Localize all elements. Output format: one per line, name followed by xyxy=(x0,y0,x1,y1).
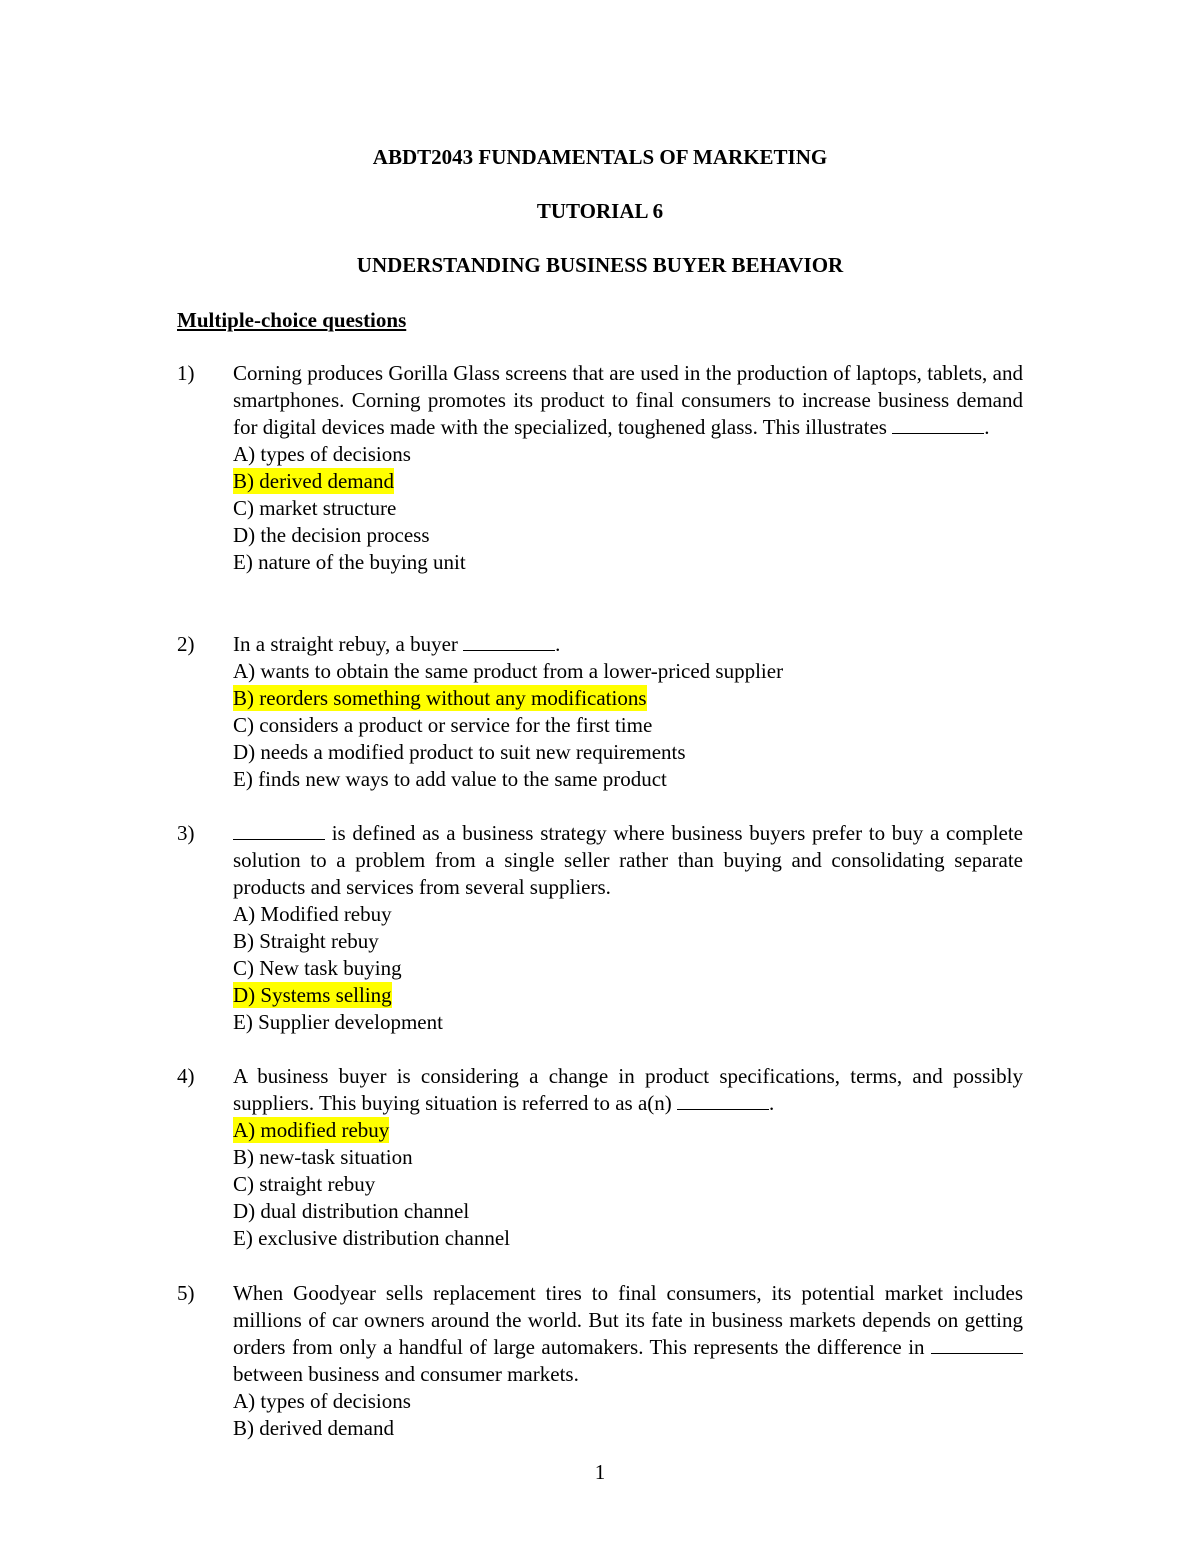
question-stem xyxy=(233,360,1023,441)
question-body xyxy=(233,1280,1023,1442)
option-a: A) types of decisions xyxy=(233,442,411,466)
stem-text: In a straight rebuy, a buyer xyxy=(233,632,464,656)
option-e: E) exclusive distribution channel xyxy=(233,1226,511,1250)
option-e: E) Supplier development xyxy=(233,1010,443,1034)
tutorial-title: TUTORIAL 6 xyxy=(536,199,664,223)
question-stem xyxy=(233,820,1023,901)
page-number: 1 xyxy=(594,1460,606,1484)
option-b: B) new-task situation xyxy=(233,1145,413,1169)
answer-blank xyxy=(931,1334,1023,1354)
question-stem xyxy=(233,1280,1023,1388)
stem-text-end: is defined as a business strategy where business buyers prefer to buy a complete solution to a problem from a single seller rather than buying and consolidating separate products and services from several suppliers. xyxy=(233,821,1023,899)
option-d: D) dual distribution channel xyxy=(233,1199,470,1223)
option-d: D) needs a modified product to suit new requirements xyxy=(233,740,686,764)
stem-text-end: . xyxy=(555,632,561,656)
topic-title: UNDERSTANDING BUSINESS BUYER BEHAVIOR xyxy=(356,253,844,277)
option-a: A) types of decisions xyxy=(233,1389,411,1413)
option-c: C) considers a product or service for the first time xyxy=(233,713,653,737)
answer-blank xyxy=(463,631,555,651)
stem-text: Corning produces Gorilla Glass screens that are used in the production of laptops, tablets, and smartphones. Corning promotes its product to final consumers to increase business demand for digital devices made with the specialized, toughened glass. This illustrates xyxy=(233,361,1023,439)
option-a: A) Modified rebuy xyxy=(233,902,392,926)
option-c: C) straight rebuy xyxy=(233,1172,376,1196)
option-c: C) New task buying xyxy=(233,956,402,980)
stem-text-end: between business and consumer markets. xyxy=(233,1362,579,1386)
question-body xyxy=(233,360,1023,576)
answer-blank xyxy=(233,820,325,840)
option-b-answer: B) reorders something without any modifications xyxy=(233,686,647,710)
section-title: Multiple-choice questions xyxy=(177,308,407,332)
answer-blank xyxy=(892,414,984,434)
option-a-answer: A) modified rebuy xyxy=(233,1118,390,1142)
stem-text-end: . xyxy=(769,1091,775,1115)
question-number: 1) xyxy=(177,361,195,385)
question-number: 2) xyxy=(177,632,195,656)
question-body xyxy=(233,1063,1023,1252)
option-a: A) wants to obtain the same product from a lower-priced supplier xyxy=(233,659,784,683)
answer-blank xyxy=(677,1090,769,1110)
question-number: 3) xyxy=(177,821,195,845)
option-d: D) the decision process xyxy=(233,523,430,547)
question-body xyxy=(233,820,1023,1036)
stem-text: A business buyer is considering a change in product specifications, terms, and possibly suppliers. This buying situation is referred to as a(n) xyxy=(233,1064,1023,1115)
question-stem xyxy=(233,1063,1023,1117)
option-c: C) market structure xyxy=(233,496,397,520)
option-e: E) finds new ways to add value to the same product xyxy=(233,767,667,791)
option-b: B) derived demand xyxy=(233,1416,394,1440)
option-d-answer: D) Systems selling xyxy=(233,983,392,1007)
question-stem xyxy=(233,631,1023,658)
stem-text-end: . xyxy=(984,415,990,439)
question-body xyxy=(233,631,1023,793)
option-e: E) nature of the buying unit xyxy=(233,550,466,574)
question-number: 4) xyxy=(177,1064,195,1088)
option-b: B) Straight rebuy xyxy=(233,929,379,953)
stem-text: When Goodyear sells replacement tires to final consumers, its potential market includes millions of car owners around the world. But its fate in business markets depends on getting orders from only a handful of large automakers. This represents the difference in xyxy=(233,1281,1023,1359)
course-title: ABDT2043 FUNDAMENTALS OF MARKETING xyxy=(372,145,828,169)
question-number: 5) xyxy=(177,1281,195,1305)
option-b-answer: B) derived demand xyxy=(233,469,394,493)
